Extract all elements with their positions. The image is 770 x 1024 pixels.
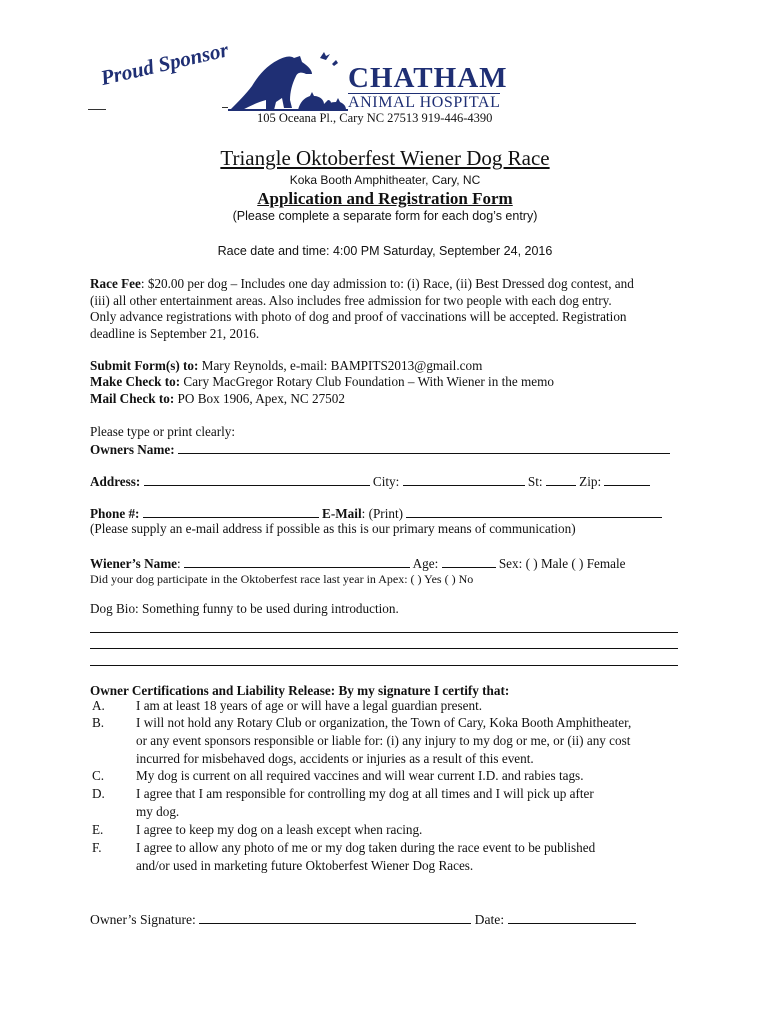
address-field[interactable]: [144, 473, 370, 486]
age-label: Age:: [412, 556, 439, 571]
dog-bio-line-2[interactable]: [90, 648, 678, 649]
wiener-name-label: Wiener’s Name: [90, 556, 178, 571]
dog-bio-line-3[interactable]: [90, 665, 678, 666]
cert-b-line-3: incurred for misbehaved dogs, accidents or injuries as a result of this event.: [136, 751, 534, 766]
address-label: Address:: [90, 474, 141, 489]
hospital-name: CHATHAM: [348, 62, 508, 94]
address-row: [90, 473, 650, 491]
proud-sponsor-label: Proud Sponsor: [98, 37, 231, 91]
signature-label: Owner’s Signature:: [90, 912, 196, 927]
cert-b-line-2: or any event sponsors responsible or liable for: (i) any injury to my dog or me, or (ii) any cost: [136, 733, 631, 748]
make-check-value: Cary MacGregor Rotary Club Foundation – With Wiener in the memo: [180, 374, 554, 389]
owners-name-row: [90, 441, 670, 459]
participated-yes-option[interactable]: Did your dog participate in the Oktoberfest race last year in Apex: ( ) Yes: [90, 572, 442, 586]
participated-no-option[interactable]: ( ) No: [444, 572, 474, 586]
signature-row: [90, 911, 636, 929]
participated-row: [90, 571, 473, 588]
race-fee-label: Race Fee: [90, 276, 141, 291]
hospital-address: 105 Oceana Pl., Cary NC 27513 919-446-4390: [257, 111, 493, 125]
race-fee-line-1: [90, 276, 634, 293]
zip-label: Zip:: [579, 474, 602, 489]
owners-name-label: Owners Name:: [90, 442, 175, 457]
race-fee-line-4: deadline is September 21, 2016.: [90, 326, 260, 341]
race-fee-text: : $20.00 per dog – Includes one day admission to: (i) Race, (ii) Best Dressed dog contest, and: [140, 276, 634, 291]
cert-a-line-1: I am at least 18 years of age or will have a legal guardian present.: [136, 698, 483, 713]
submit-line: [90, 358, 482, 375]
cert-letter-a: A.: [92, 698, 105, 713]
date-label: Date:: [474, 912, 505, 927]
cert-letter-c: C.: [92, 768, 105, 783]
race-fee-line-2: (iii) all other entertainment areas. Also includes free admission for two people with each dog entry.: [90, 293, 612, 308]
cert-b-line-1: I will not hold any Rotary Club or organization, the Town of Cary, Koka Booth Amphitheater,: [136, 715, 632, 730]
st-label: St:: [527, 474, 543, 489]
sex-male-option[interactable]: Sex: ( ) Male: [498, 556, 569, 571]
phone-field[interactable]: [143, 505, 319, 518]
race-date: Race date and time: 4:00 PM Saturday, September 24, 2016: [217, 244, 553, 258]
email-label: E-Mail: [322, 506, 362, 521]
hospital-subname: ANIMAL HOSPITAL: [348, 94, 501, 111]
city-label: City:: [372, 474, 400, 489]
cert-f-line-2: and/or used in marketing future Oktoberfest Wiener Dog Races.: [136, 858, 474, 873]
certifications-heading: Owner Certifications and Liability Release: By my signature I certify that:: [90, 683, 510, 698]
zip-field[interactable]: [604, 473, 650, 486]
page-title: Triangle Oktoberfest Wiener Dog Race: [220, 146, 550, 170]
cert-letter-e: E.: [92, 822, 104, 837]
mail-check-label: Mail Check to:: [90, 391, 175, 406]
sex-female-option[interactable]: ( ) Female: [571, 556, 626, 571]
submit-label: Submit Form(s) to:: [90, 358, 199, 373]
date-field[interactable]: [508, 911, 636, 924]
venue: Koka Booth Amphitheater, Cary, NC: [289, 173, 481, 187]
owners-name-field[interactable]: [178, 441, 670, 454]
separate-form-note: (Please complete a separate form for each dog’s entry): [232, 209, 538, 223]
cert-c-line-1: My dog is current on all required vaccines and will wear current I.D. and rabies tags.: [136, 768, 584, 783]
race-fee-line-3: Only advance registrations with photo of dog and proof of vaccinations will be accepted. Registration: [90, 309, 627, 324]
phone-email-row: [90, 505, 662, 523]
signature-field[interactable]: [199, 911, 471, 924]
city-field[interactable]: [403, 473, 525, 486]
cert-letter-b: B.: [92, 715, 105, 730]
cert-letter-f: F.: [92, 840, 102, 855]
state-field[interactable]: [546, 473, 576, 486]
cert-f-line-1: I agree to allow any photo of me or my dog taken during the race event to be published: [136, 840, 596, 855]
make-check-label: Make Check to:: [90, 374, 181, 389]
dog-bio-label: Dog Bio: Something funny to be used during introduction.: [90, 601, 399, 616]
email-note: (Please supply an e-mail address if possible as this is our primary means of communication): [90, 521, 576, 536]
submit-value: Mary Reynolds, e-mail: BAMPITS2013@gmail.com: [198, 358, 483, 373]
wiener-name-field[interactable]: [184, 555, 410, 568]
cert-letter-d: D.: [92, 786, 105, 801]
sponsor-underline: [88, 109, 106, 110]
dog-bio-line-1[interactable]: [90, 632, 678, 633]
cert-e-line-1: I agree to keep my dog on a leash except when racing.: [136, 822, 423, 837]
make-check-line: [90, 374, 554, 391]
cert-d-line-1: I agree that I am responsible for controlling my dog at all times and I will pick up after: [136, 786, 594, 801]
cert-d-line-2: my dog.: [136, 804, 180, 819]
wiener-row: Wiener’s Name: Age: Sex: ( ) Male ( ) Female: [90, 556, 626, 571]
dog-cat-logo-icon: [228, 50, 348, 112]
phone-label: Phone #:: [90, 506, 140, 521]
age-field[interactable]: [442, 555, 496, 568]
email-field[interactable]: [406, 505, 662, 518]
mail-check-value: PO Box 1906, Apex, NC 27502: [174, 391, 345, 406]
form-title: Application and Registration Form: [257, 189, 513, 208]
mail-check-line: [90, 391, 345, 408]
email-print-label: : (Print): [361, 506, 404, 521]
print-clearly: Please type or print clearly:: [90, 424, 236, 439]
